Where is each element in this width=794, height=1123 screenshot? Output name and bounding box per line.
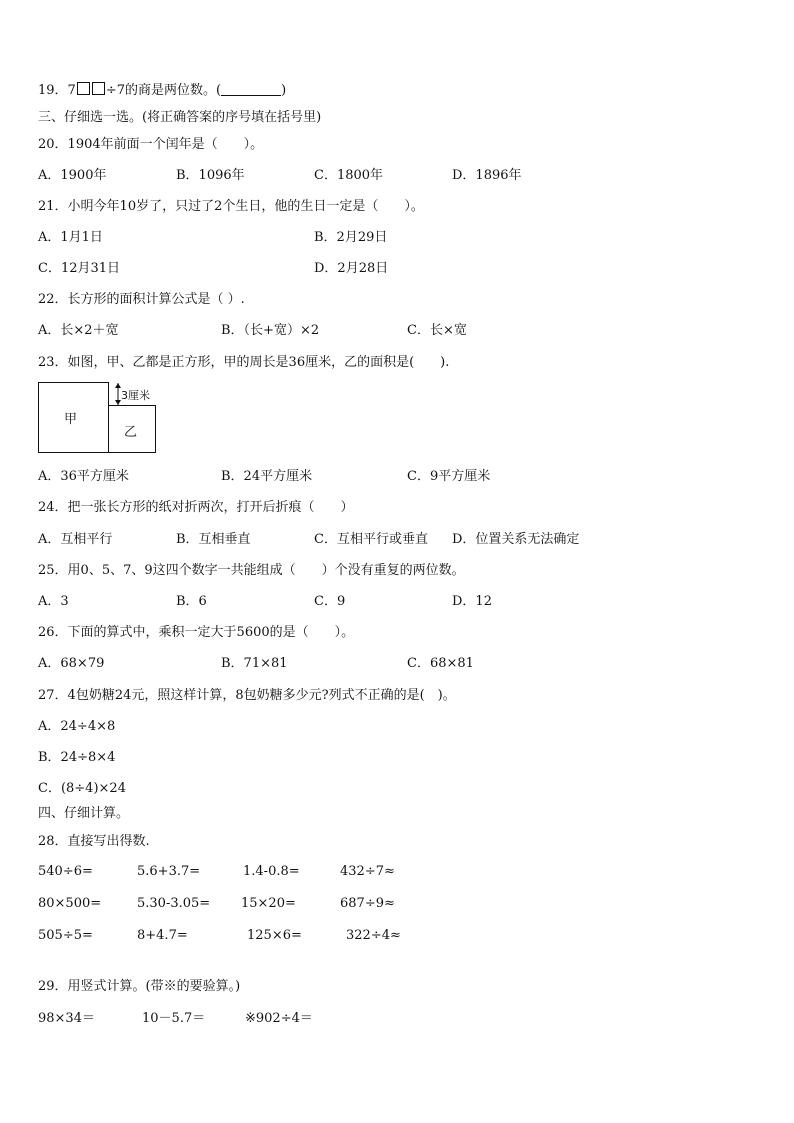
q28-r3-c3: 125×6=	[247, 928, 302, 943]
q27-option-b[interactable]: B．24÷8×4	[38, 750, 116, 765]
q24-option-a[interactable]: A．互相平行	[38, 532, 113, 547]
q26-option-a[interactable]: A．68×79	[38, 656, 105, 671]
question-23: 23．如图，甲、乙都是正方形，甲的周长是36厘米，乙的面积是( ).	[38, 355, 450, 370]
label-jia: 甲	[64, 412, 78, 427]
question-28: 28．直接写出得数.	[38, 834, 150, 849]
q28-r1-c1: 540÷6=	[38, 864, 93, 879]
q22-option-b[interactable]: B．（长+宽）×2	[221, 323, 320, 338]
q23-option-a[interactable]: A．36平方厘米	[38, 469, 129, 484]
q28-r1-c2: 5.6+3.7=	[137, 864, 201, 879]
q29-item-3: ※902÷4＝	[245, 1011, 313, 1026]
q28-r1-c3: 1.4-0.8=	[243, 864, 300, 879]
q20-option-a[interactable]: A．1900年	[38, 168, 107, 183]
q20-option-c[interactable]: C．1800年	[314, 168, 384, 183]
digit-box-2[interactable]	[92, 82, 105, 95]
q28-r2-c2: 5.30-3.05=	[137, 896, 211, 911]
q24-option-c[interactable]: C．互相平行或垂直	[314, 532, 428, 547]
q25-option-d[interactable]: D．12	[452, 594, 492, 609]
section-4-heading: 四、仔细计算。	[38, 806, 130, 821]
q22-option-c[interactable]: C．长×宽	[407, 323, 467, 338]
q24-option-d[interactable]: D．位置关系无法确定	[452, 532, 580, 547]
q21-option-a[interactable]: A．1月1日	[38, 230, 103, 245]
q28-r3-c4: 322÷4≈	[346, 928, 401, 943]
q28-r3-c1: 505÷5=	[38, 928, 93, 943]
q21-option-b[interactable]: B．2月29日	[314, 230, 388, 245]
arrow-up-icon	[115, 383, 121, 388]
q25-option-c[interactable]: C．9	[314, 594, 346, 609]
answer-blank[interactable]	[221, 83, 281, 96]
q20-option-d[interactable]: D．1896年	[452, 168, 522, 183]
q28-r1-c4: 432÷7≈	[340, 864, 395, 879]
section-3-heading: 三、仔细选一选。(将正确答案的序号填在括号里)	[38, 110, 322, 125]
question-25: 25．用0、5、7、9这四个数字一共能组成（ ）个没有重复的两位数。	[38, 563, 465, 578]
question-24: 24．把一张长方形的纸对折两次，打开后折痕（ ）	[38, 500, 354, 515]
q20-option-b[interactable]: B．1096年	[176, 168, 245, 183]
question-21: 21．小明今年10岁了，只过了2个生日，他的生日一定是（ ）。	[38, 199, 424, 214]
label-yi: 乙	[124, 425, 138, 440]
q28-r2-c4: 687÷9≈	[340, 896, 395, 911]
q28-r2-c3: 15×20=	[241, 896, 296, 911]
q23-option-b[interactable]: B．24平方厘米	[221, 469, 313, 484]
digit-box-1[interactable]	[77, 82, 90, 95]
q27-option-c[interactable]: C．(8÷4)×24	[38, 781, 126, 796]
q29-item-2: 10－5.7＝	[142, 1011, 206, 1026]
label-dimension: 3厘米	[121, 389, 150, 402]
question-26: 26．下面的算式中，乘积一定大于5600的是（ ）。	[38, 625, 355, 640]
q25-option-a[interactable]: A．3	[38, 594, 69, 609]
q26-option-c[interactable]: C．68×81	[407, 656, 474, 671]
question-22: 22．长方形的面积计算公式是（ ）.	[38, 292, 245, 307]
squares-figure	[38, 382, 158, 454]
q27-option-a[interactable]: A．24÷4×8	[38, 719, 116, 734]
q23-option-c[interactable]: C．9平方厘米	[407, 469, 491, 484]
q28-r2-c1: 80×500=	[38, 896, 102, 911]
q26-option-b[interactable]: B．71×81	[221, 656, 288, 671]
q29-item-1: 98×34＝	[38, 1011, 95, 1026]
q21-option-c[interactable]: C．12月31日	[38, 261, 121, 276]
question-19: 19．7 ÷7的商是两位数。( )	[38, 83, 287, 98]
question-27: 27．4包奶糖24元，照这样计算，8包奶糖多少元?列式不正确的是( )。	[38, 688, 456, 703]
question-20: 20．1904年前面一个闰年是（ ）。	[38, 137, 264, 152]
q22-option-a[interactable]: A．长×2＋宽	[38, 323, 119, 338]
q24-option-b[interactable]: B．互相垂直	[176, 532, 251, 547]
q25-option-b[interactable]: B．6	[176, 594, 207, 609]
q21-option-d[interactable]: D．2月28日	[314, 261, 389, 276]
q28-r3-c2: 8+4.7=	[137, 928, 188, 943]
question-29: 29．用竖式计算。(带※的要验算。)	[38, 979, 241, 994]
